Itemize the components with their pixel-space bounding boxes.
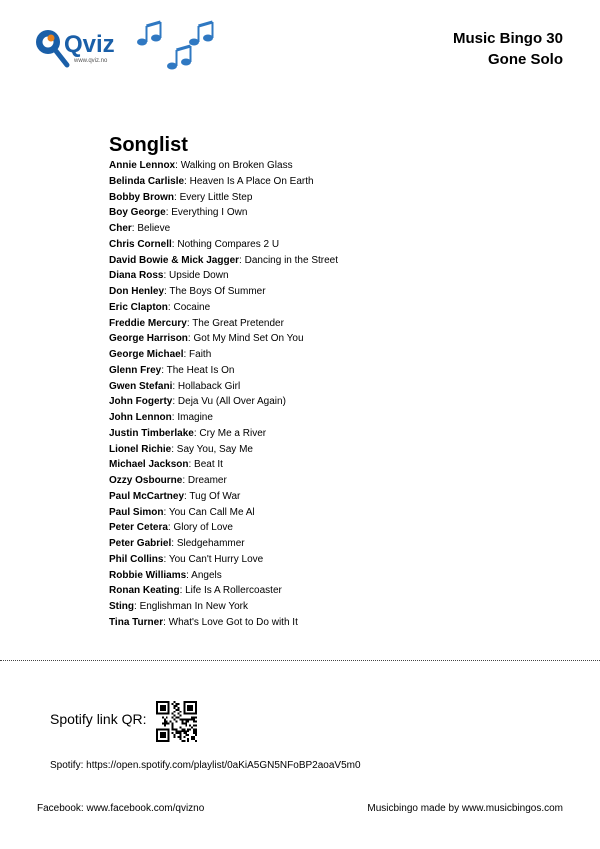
song-item: Bobby Brown: Every Little Step xyxy=(109,191,253,203)
song-artist: Peter Gabriel xyxy=(109,538,172,549)
song-artist: Freddie Mercury xyxy=(109,317,187,329)
song-title: Got My Mind Set On You xyxy=(193,333,304,345)
song-artist: Chris Cornell xyxy=(109,238,172,250)
song-title: Hollaback Girl xyxy=(177,380,241,392)
song-title: Nothing Compares 2 U xyxy=(177,238,280,250)
song-artist: Cher xyxy=(109,223,132,234)
song-title: Say You, Say Me xyxy=(176,443,253,455)
song-item: Paul Simon: You Can Call Me Al xyxy=(109,506,255,518)
song-item: Annie Lennox: Walking on Broken Glass xyxy=(109,160,293,171)
qr-code-icon[interactable] xyxy=(156,701,197,742)
song-title: Every Little Step xyxy=(179,191,253,203)
song-title: Cry Me a River xyxy=(199,427,267,439)
song-item: George Michael: Faith xyxy=(109,349,212,360)
song-artist: Glenn Frey xyxy=(109,364,162,376)
song-item: Sting: Englishman In New York xyxy=(109,601,248,612)
dotted-divider xyxy=(0,660,600,661)
song-item: Michael Jackson: Beat It xyxy=(109,459,223,471)
song-item: Phil Collins: You Can't Hurry Love xyxy=(109,553,264,565)
song-title: Dreamer xyxy=(187,475,227,486)
page-title: Music Bingo 30 xyxy=(452,30,563,47)
song-item: Cher: Believe xyxy=(109,223,171,234)
song-item: Peter Cetera: Glory of Love xyxy=(109,522,233,534)
song-title: Sledgehammer xyxy=(176,538,245,549)
title-block xyxy=(453,28,563,70)
song-item: Ronan Keating: Life Is A Rollercoaster xyxy=(109,585,282,597)
song-artist: John Lennon xyxy=(109,412,172,423)
song-artist: Ozzy Osbourne xyxy=(109,475,183,486)
song-title: Believe xyxy=(137,223,171,234)
song-title: You Can Call Me Al xyxy=(168,506,255,518)
song-title: Deja Vu (All Over Again) xyxy=(177,396,286,408)
song-title: Angels xyxy=(191,569,222,581)
musicbingos-link[interactable]: Musicbingo made by www.musicbingos.com xyxy=(367,803,563,814)
song-title: Heaven Is A Place On Earth xyxy=(189,175,314,187)
song-item: Belinda Carlisle: Heaven Is A Place On Earth xyxy=(109,175,314,187)
song-artist: Don Henley xyxy=(109,286,165,297)
song-artist: Belinda Carlisle xyxy=(109,175,185,187)
song-artist: Lionel Richie xyxy=(109,443,172,455)
song-artist: Diana Ross xyxy=(109,270,164,282)
qviz-logo xyxy=(34,22,124,72)
logo-url: www.qviz.no xyxy=(74,58,108,64)
songlist-heading: Songlist xyxy=(109,134,188,156)
song-item: John Lennon: Imagine xyxy=(109,412,213,423)
song-item: David Bowie & Mick Jagger: Dancing in the Street xyxy=(109,254,338,266)
song-artist: David Bowie & Mick Jagger xyxy=(109,254,240,266)
songlist xyxy=(109,133,549,631)
song-item: Freddie Mercury: The Great Pretender xyxy=(109,317,284,329)
song-item: Paul McCartney: Tug Of War xyxy=(109,490,241,502)
song-artist: Paul Simon xyxy=(109,506,164,518)
qr-label: Spotify link QR: xyxy=(50,711,147,727)
song-artist: George Michael xyxy=(109,349,184,360)
song-title: Life Is A Rollercoaster xyxy=(185,585,282,597)
song-list xyxy=(109,158,549,631)
song-item: Boy George: Everything I Own xyxy=(109,207,248,219)
song-artist: Robbie Williams xyxy=(109,569,187,581)
song-item: Glenn Frey: The Heat Is On xyxy=(109,364,235,376)
song-title: Beat It xyxy=(194,459,223,471)
song-item: Ozzy Osbourne: Dreamer xyxy=(109,475,227,486)
song-title: Everything I Own xyxy=(171,207,248,219)
song-title: Walking on Broken Glass xyxy=(180,160,293,171)
song-title: Glory of Love xyxy=(173,522,233,534)
song-artist: Paul McCartney xyxy=(109,490,185,502)
song-artist: Phil Collins xyxy=(109,553,164,565)
song-artist: Bobby Brown xyxy=(109,191,174,203)
song-title: Cocaine xyxy=(173,301,211,313)
song-item: Gwen Stefani: Hollaback Girl xyxy=(109,380,241,392)
song-artist: Michael Jackson xyxy=(109,459,189,471)
song-item: Chris Cornell: Nothing Compares 2 U xyxy=(109,238,280,250)
song-item: Justin Timberlake: Cry Me a River xyxy=(109,427,267,439)
logo-text: Qviz xyxy=(64,31,115,58)
song-artist: Tina Turner xyxy=(109,616,164,628)
song-artist: Boy George xyxy=(109,207,166,219)
song-title: Tug Of War xyxy=(189,490,241,502)
song-artist: Sting xyxy=(109,601,134,612)
song-title: Imagine xyxy=(177,412,213,423)
song-item: John Fogerty: Deja Vu (All Over Again) xyxy=(109,396,286,408)
music-notes-icon xyxy=(134,20,224,72)
song-artist: Eric Clapton xyxy=(109,301,168,313)
song-item: Robbie Williams: Angels xyxy=(109,569,222,581)
song-artist: Ronan Keating xyxy=(109,585,180,597)
song-item: Lionel Richie: Say You, Say Me xyxy=(109,443,253,455)
song-title: Englishman In New York xyxy=(139,601,248,612)
song-item: Eric Clapton: Cocaine xyxy=(109,301,211,313)
page-subtitle: Gone Solo xyxy=(488,51,563,68)
song-item: George Harrison: Got My Mind Set On You xyxy=(109,333,304,345)
song-title: Faith xyxy=(189,349,212,360)
song-title: The Heat Is On xyxy=(166,364,235,376)
spotify-link[interactable]: Spotify: https://open.spotify.com/playlist/0aKiA5GN5NFoBP2aoaV5m0 xyxy=(50,760,361,771)
song-artist: George Harrison xyxy=(109,333,188,345)
song-title: The Great Pretender xyxy=(192,317,284,329)
song-item: Peter Gabriel: Sledgehammer xyxy=(109,538,245,549)
facebook-link[interactable]: Facebook: www.facebook.com/qvizno xyxy=(37,803,205,814)
song-title: Upside Down xyxy=(169,270,229,282)
song-item: Tina Turner: What's Love Got to Do with It xyxy=(109,616,298,628)
song-title: The Boys Of Summer xyxy=(169,286,266,297)
song-artist: Justin Timberlake xyxy=(109,427,194,439)
song-title: What's Love Got to Do with It xyxy=(168,616,298,628)
song-title: You Can't Hurry Love xyxy=(168,553,264,565)
song-item: Don Henley: The Boys Of Summer xyxy=(109,286,266,297)
song-artist: Peter Cetera xyxy=(109,522,168,534)
song-artist: Gwen Stefani xyxy=(109,380,173,392)
song-artist: Annie Lennox xyxy=(109,160,176,171)
song-title: Dancing in the Street xyxy=(244,254,338,266)
song-artist: John Fogerty xyxy=(109,396,173,408)
song-item: Diana Ross: Upside Down xyxy=(109,270,229,282)
